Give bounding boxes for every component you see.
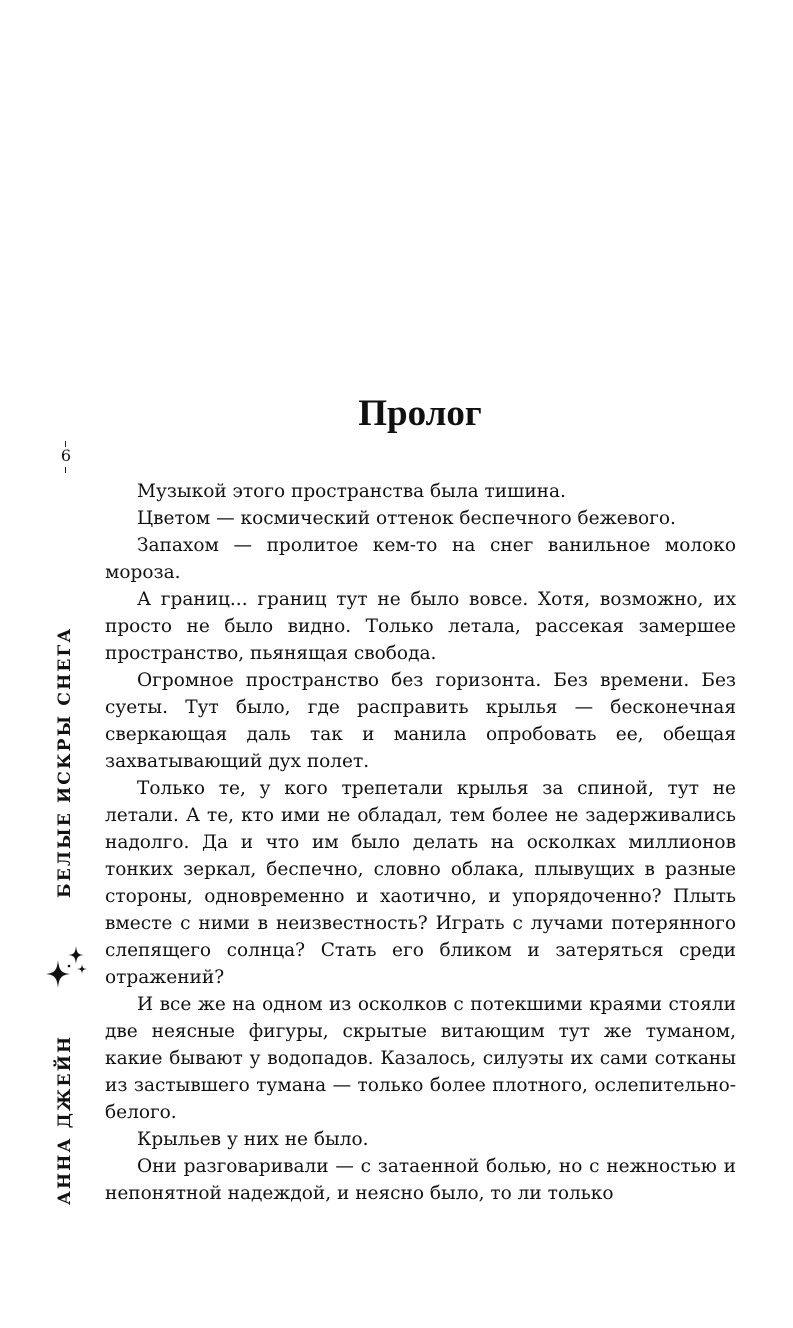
paragraph: Только те, у кого трепетали крылья за спиной, тут не летали. А те, кто ими не обладал, тем более не задерживались надолго. Да и что им было делать на осколках миллионов тонких зеркал, беспечно, словно облака, плывущих в разные стороны, одновременно и хаотично, и упорядоченно? Плыть вместе с ними в неизвестность? Играть с лучами потерянного слепящего солнца? Стать его бликом и затеряться среди отражений? <box>105 778 736 988</box>
paragraph: Крыльев у них не было. <box>137 1129 369 1150</box>
page-number: 6 <box>60 446 72 465</box>
page-number-block <box>56 441 76 473</box>
sparkle-dot <box>68 965 71 968</box>
paragraph: Музыкой этого пространства была тишина. <box>137 481 566 502</box>
paragraph: Запахом — пролитое кем-то на снег ванильное молоко мороза. <box>105 535 736 583</box>
sparkle-small <box>77 964 87 974</box>
chapter-body <box>105 478 736 1207</box>
sparkle-large <box>46 960 70 988</box>
sparkles-icon <box>42 940 90 992</box>
paragraph: Они разговаривали — с затаенной болью, но с нежностью и непонятной надеждой, и неясно было, то ли только <box>105 1156 736 1204</box>
running-head-author: АННА ДЖЕЙН <box>55 1034 75 1205</box>
paragraph: И все же на одном из осколков с потекшими краями стояли две неясные фигуры, скрытые витающим тут же туманом, какие бывают у водопадов. Казалось, силуэты их сами сотканы из застывшего тумана — только более плотного, ослепительно-белого. <box>105 994 736 1123</box>
sparkle-medium <box>68 946 84 964</box>
paragraph: Цветом — космический оттенок беспечного бежевого. <box>137 508 676 529</box>
paragraph: Огромное пространство без горизонта. Без времени. Без суеты. Тут было, где расправить крылья — бесконечная сверкающая даль так и манила опробовать ее, обещая захватывающий дух полет. <box>105 670 736 772</box>
running-head-book-title: БЕЛЫЕ ИСКРЫ СНЕГА <box>55 626 75 898</box>
chapter-title: Пролог <box>358 393 482 434</box>
paragraph: А границ... границ тут не было вовсе. Хотя, возможно, их просто не было видно. Только летала, рассекая замершее пространство, пьянящая свобода. <box>105 589 736 664</box>
page-number-tick-bottom <box>65 467 66 473</box>
